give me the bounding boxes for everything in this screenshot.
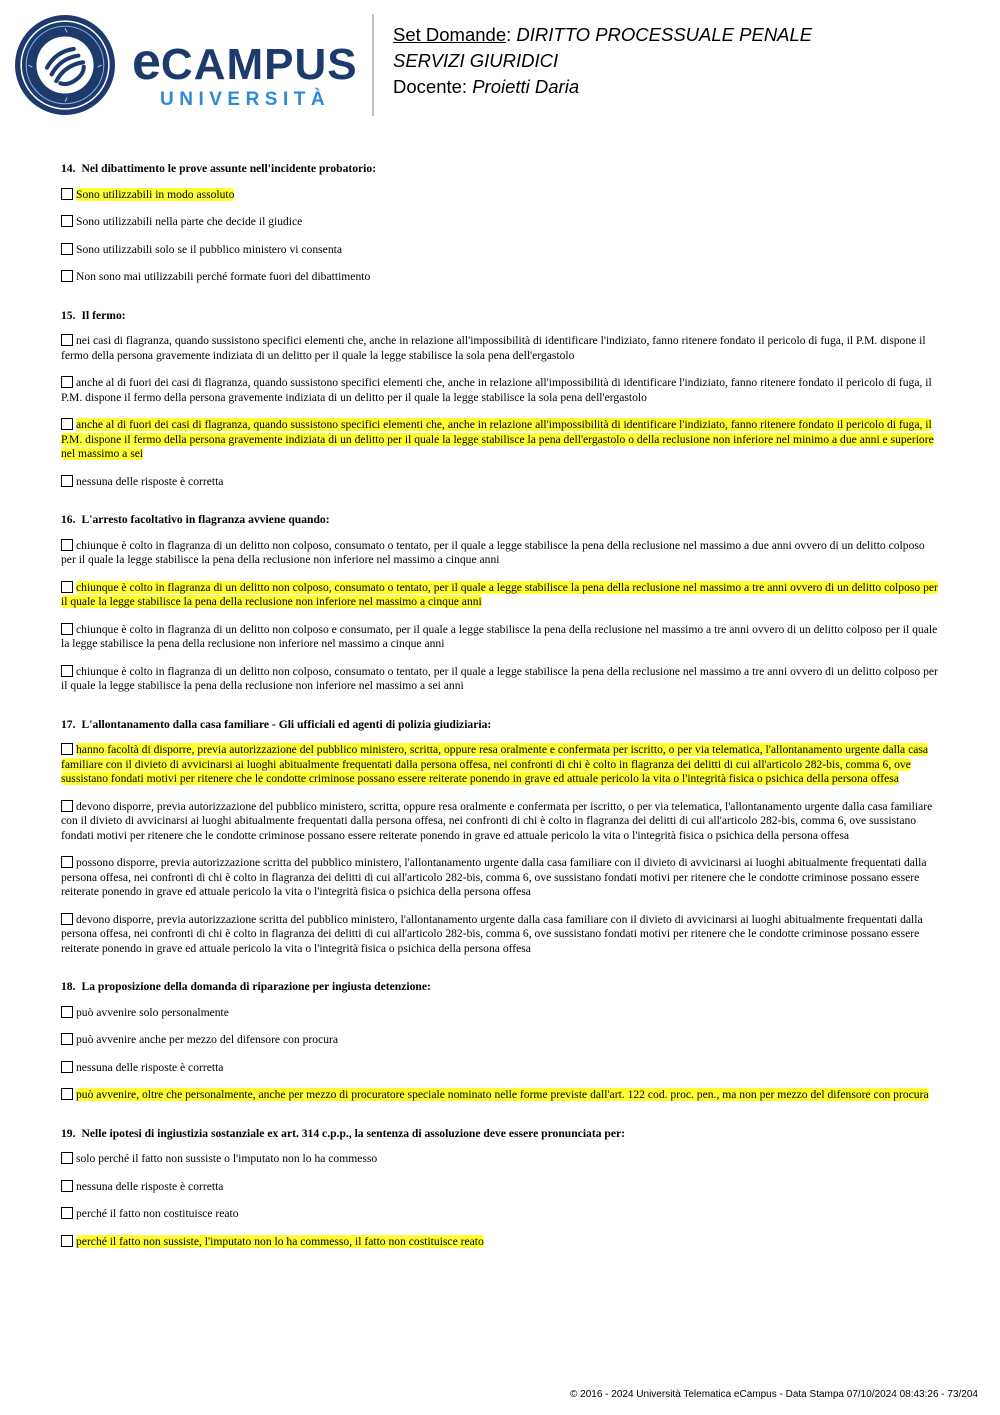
answer-text: nei casi di flagranza, quando sussistono specifici elementi che, anche in relazione all'impossibilità di identificare l'indiziato, fanno ritenere fondato il pericolo di fuga, il P.M. dispone il fermo della persona gravemente indiziata di un delitto per il quale la legge stabilisce la sola pena dell'ergastolo [61,334,926,362]
question-19 [61,1127,941,1250]
question-number: 17. [61,717,76,731]
question-title [61,162,941,177]
answer-option [61,581,941,610]
checkbox-icon[interactable] [61,1152,73,1164]
question-number: 18. [61,980,76,993]
answer-text: possono disporre, previa autorizzazione scritta del pubblico ministero, l'allontanamento urgente dalla casa familiare con il divieto di avvicinarsi ai luoghi abitualmente frequentati dalla persona offesa, nei confronti di chi è colto in flagranza dei delitti di cui all'articolo 282-bis, comma 6, ove sussistano fondati motivi per ritenere che le condotte criminose possano essere reiterate ponendo in grave ed attuale pericolo la vita o l'integrità fisica o psichica della persona offesa [61,856,927,898]
answer-text-highlighted: chiunque è colto in flagranza di un delitto non colposo, consumato o tentato, per il quale a legge stabilisce la pena della reclusione nel massimo a tre anni ovvero di un delitto colposo per il quale la legge stabilisce la pena della reclusione non inferiore nel massimo a cinque anni [61,580,938,608]
answer-option [61,475,941,490]
question-18 [61,980,941,1103]
answer-text: può avvenire anche per mezzo del difensore con procura [76,1033,339,1046]
checkbox-icon[interactable] [61,800,73,812]
answer-option [61,623,941,652]
question-number: 19. [61,1126,76,1140]
checkbox-icon[interactable] [61,1061,73,1073]
answer-text-highlighted: hanno facoltà di disporre, previa autorizzazione del pubblico ministero, scritta, oppure resa oralmente e confermata per iscritto, o per via telematica, l'allontanamento urgente dalla casa familiare con il divieto di avvicinarsi ai luoghi abitualmente frequentati dalla persona offesa, nei confronti di chi è colto in flagranza dei delitti di cui all'articolo 282-bis, comma 6, ove sussistano fondati motivi per ritenere che le condotte criminose possano essere reiterate ponendo in grave ed attuale pericolo la vita o l'integrità fisica o psichica della persona offesa [61,743,929,785]
answer-option [61,1006,941,1021]
question-title [61,718,941,733]
checkbox-icon[interactable] [61,1180,73,1192]
question-text: La proposizione della domanda di riparazione per ingiusta detenzione: [81,980,431,993]
set-line-2 [393,48,812,74]
answer-option [61,270,941,285]
answer-option [61,215,941,230]
checkbox-icon[interactable] [61,856,73,868]
teacher-line [393,74,812,100]
answer-text: chiunque è colto in flagranza di un delitto non colposo, consumato o tentato, per il quale a legge stabilisce la pena della reclusione nel massimo a due anni ovvero di un delitto colposo per il quale la legge stabilisce la pena della reclusione non inferiore nel massimo a cinque anni [61,538,925,566]
answer-text: può avvenire solo personalmente [76,1005,229,1019]
answer-text: chiunque è colto in flagranza di un delitto non colposo e consumato, per il quale a legge stabilisce la pena della reclusione nel massimo a tre anni ovvero di un delitto colposo per il quale la legge stabilisce la pena della reclusione non inferiore nel massimo a cinque anni [61,622,938,650]
answer-option [61,1235,941,1250]
answer-text: anche al di fuori dei casi di flagranza, quando sussistono specifici elementi che, anche in relazione all'impossibilità di identificare l'indiziato, fanno ritenere fondato il pericolo di fuga, il P.M. dispone il fermo della persona gravemente indiziata di un delitto per il quale la legge stabilisce la sola pena dell'ergastolo [61,376,932,404]
answer-option [61,1033,941,1048]
checkbox-icon[interactable] [61,418,73,430]
answer-option [61,418,941,462]
checkbox-icon[interactable] [61,334,73,346]
answer-option [61,243,941,258]
set-value-2: SERVIZI GIURIDICI [393,50,559,71]
answer-option [61,539,941,568]
header-meta [393,22,812,100]
answer-text: nessuna delle risposte è corretta [76,1060,224,1074]
answer-text-highlighted: anche al di fuori dei casi di flagranza, quando sussistono specifici elementi che, anche in relazione all'impossibilità di identificare l'indiziato, fanno ritenere fondato il pericolo di fuga, il P.M. dispone il fermo della persona gravemente indiziata di un delitto per il quale la legge stabilisce la pena dell'ergastolo o della reclusione non inferiore nel minimo a due anni e superiore nel massimo a sei [61,418,934,460]
answer-text: nessuna delle risposte è corretta [76,1179,224,1193]
answer-option [61,856,941,900]
checkbox-icon[interactable] [61,1207,73,1219]
university-seal-logo [14,14,116,116]
question-number: 15. [61,308,76,322]
checkbox-icon[interactable] [61,243,73,255]
answer-option [61,1152,941,1167]
answer-text: devono disporre, previa autorizzazione scritta del pubblico ministero, l'allontanamento urgente dalla casa familiare con il divieto di avvicinarsi ai luoghi abitualmente frequentati dalla persona offesa, nei confronti di chi è colto in flagranza dei delitti di cui all'articolo 282-bis, comma 6, ove sussistano fondati motivi per ritenere che le condotte criminose possano essere reiterate ponendo in grave ed attuale pericolo la vita o l'integrità fisica o psichica della persona offesa [61,912,923,955]
header-divider [372,14,374,116]
answer-text: Sono utilizzabili nella parte che decide il giudice [76,215,303,228]
teacher-value: Proietti Daria [472,76,580,97]
answer-text: chiunque è colto in flagranza di un delitto non colposo, consumato o tentato, per il quale a legge stabilisce la pena della reclusione nel massimo a tre anni ovvero di un delitto colposo per il quale la legge stabilisce la pena della reclusione non inferiore nel massimo a sei anni [61,664,938,692]
brand-e-letter: e [132,33,161,91]
answer-option [61,743,941,787]
checkbox-icon[interactable] [61,581,73,593]
checkbox-icon[interactable] [61,475,73,487]
checkbox-icon[interactable] [61,1006,73,1018]
answer-option [61,913,941,957]
answer-option [61,1180,941,1195]
answer-text: devono disporre, previa autorizzazione del pubblico ministero, scritta, oppure resa oralmente e confermata per iscritto, o per via telematica, l'allontanamento urgente dalla casa familiare con il divieto di avvicinarsi ai luoghi abitualmente frequentati dalla persona offesa, nei confronti di chi è colto in flagranza dei delitti di cui all'articolo 282-bis, comma 6, ove sussistano fondati motivi per ritenere che le condotte criminose possano essere reiterate ponendo in grave ed attuale pericolo la vita o l'integrità fisica o psichica della persona offesa [61,799,933,842]
answer-text: Sono utilizzabili solo se il pubblico ministero vi consenta [76,242,342,256]
question-title [61,309,941,324]
question-title [61,1127,941,1142]
answer-text: Non sono mai utilizzabili perché formate fuori del dibattimento [76,270,371,283]
question-16 [61,513,941,694]
answer-text-highlighted: può avvenire, oltre che personalmente, anche per mezzo di procuratore speciale nominato nelle forme previste dall'art. 122 cod. proc. pen., ma non per mezzo del difensore con procura [76,1088,929,1101]
answer-text-highlighted: Sono utilizzabili in modo assoluto [76,187,235,201]
answer-option [61,665,941,694]
answer-option [61,1088,941,1103]
checkbox-icon[interactable] [61,913,73,925]
answer-text: nessuna delle risposte è corretta [76,474,224,488]
checkbox-icon[interactable] [61,270,73,282]
question-17 [61,718,941,957]
checkbox-icon[interactable] [61,665,73,677]
teacher-label: Docente: [393,76,473,97]
brand-wordmark [132,33,358,91]
brand-word-text: CAMPUS [160,40,358,89]
question-15 [61,309,941,490]
answer-text-highlighted: perché il fatto non sussiste, l'imputato non lo ha commesso, il fatto non costituisce reato [76,1234,484,1248]
answer-option [61,376,941,405]
set-label: Set Domande [393,24,507,45]
checkbox-icon[interactable] [61,539,73,551]
answer-option [61,1207,941,1222]
answer-text: solo perché il fatto non sussiste o l'imputato non lo ha commesso [76,1152,378,1165]
question-title [61,513,941,528]
question-text: Nel dibattimento le prove assunte nell'incidente probatorio: [81,162,377,175]
checkbox-icon[interactable] [61,1033,73,1045]
set-value: DIRITTO PROCESSUALE PENALE [516,24,813,45]
checkbox-icon[interactable] [61,376,73,388]
checkbox-icon[interactable] [61,215,73,227]
question-number: 14. [61,162,76,175]
answer-text: perché il fatto non costituisce reato [76,1207,239,1220]
brand-subtitle: UNIVERSITÀ [160,89,331,110]
page-footer: © 2016 - 2024 Università Telematica eCampus - Data Stampa 07/10/2024 08:43:26 - 73/204 [570,1389,978,1400]
checkbox-icon[interactable] [61,623,73,635]
set-separator: : [506,24,517,45]
brand-logo [132,33,358,111]
answer-option [61,188,941,203]
question-text: Nelle ipotesi di ingiustizia sostanziale ex art. 314 c.p.p., la sentenza di assoluzione deve essere pronunciata per: [81,1126,625,1140]
checkbox-icon[interactable] [61,188,73,200]
answer-option [61,800,941,844]
question-14 [61,162,941,285]
checkbox-icon[interactable] [61,1235,73,1247]
page-header [0,0,1000,125]
question-list [61,162,941,1273]
answer-option [61,334,941,363]
question-text: L'arresto facoltativo in flagranza avviene quando: [81,513,330,526]
question-title [61,980,941,995]
question-text: L'allontanamento dalla casa familiare - Gli ufficiali ed agenti di polizia giudiziaria: [81,717,492,731]
answer-option [61,1061,941,1076]
checkbox-icon[interactable] [61,1088,73,1100]
checkbox-icon[interactable] [61,743,73,755]
question-number: 16. [61,513,76,526]
set-line [393,22,812,48]
question-text: Il fermo: [81,308,126,322]
